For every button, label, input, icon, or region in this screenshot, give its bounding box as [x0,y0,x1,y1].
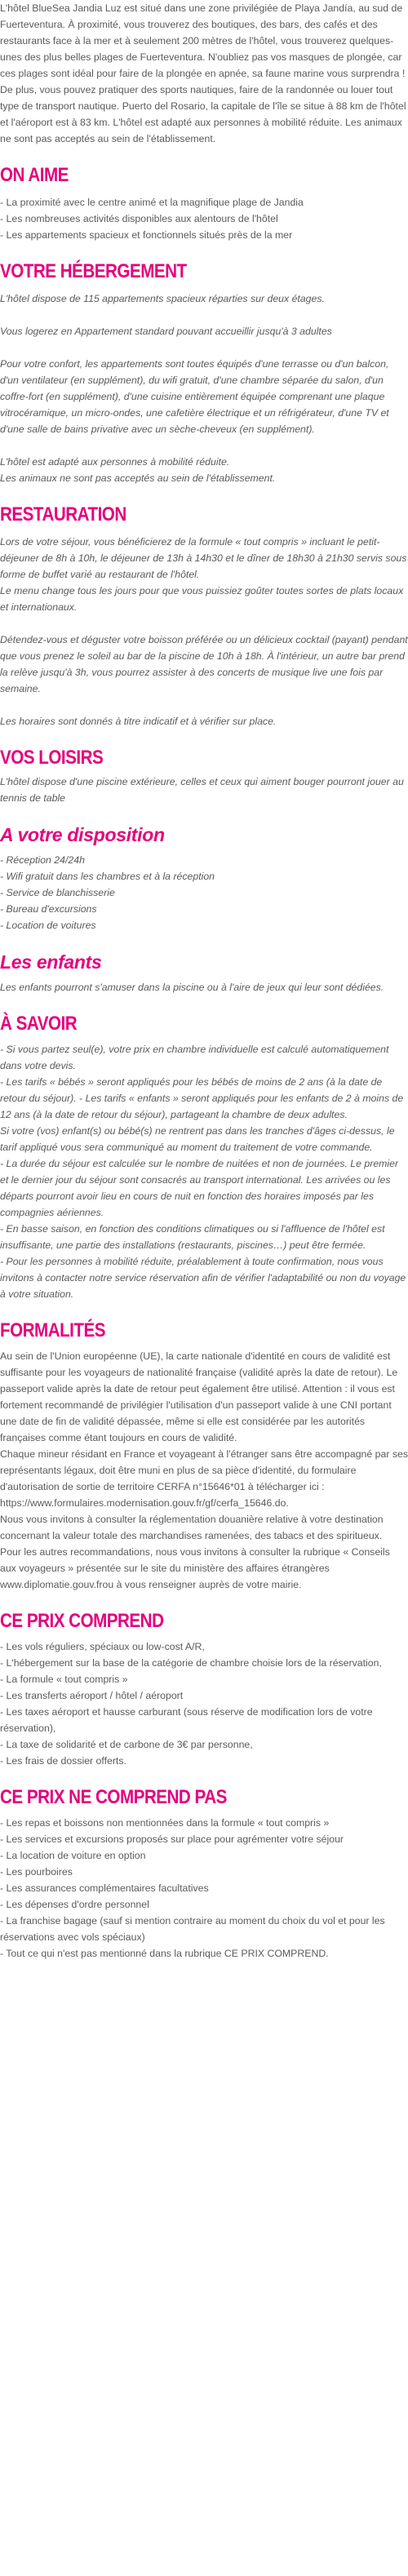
list-item: - Les transferts aéroport / hôtel / aéroport [0,1690,184,1701]
list-item: - Les assurances complémentaires facultatives [0,1882,209,1894]
list-item: - Location de voitures [0,920,96,931]
list-item: - Wifi gratuit dans les chambres et à la réception [0,871,215,882]
list-item: - Service de blanchisserie [0,887,115,898]
list-item: - Les taxes aéroport et hausse carburant (sous réserve de modification lors de votre réservation), [0,1706,373,1734]
list-item: - Les services et excursions proposés sur place pour agrémenter votre séjour [0,1833,344,1845]
list-item: - La taxe de solidarité et de carbone de 3€ par personne, [0,1739,253,1750]
list-item: - Réception 24/24h [0,854,85,866]
hebergement-accessibility: L'hôtel est adapté aux personnes à mobilité réduite. [0,456,230,468]
section-title-on-aime: ON AIME [0,164,69,186]
restauration-note: Les horaires sont donnés à titre indicatif et à vérifier sur place. [0,716,277,727]
section-title-restauration: RESTAURATION [0,503,126,525]
list-item: - Bureau d'excursions [0,903,97,915]
formalites-cni: Au sein de l'Union européenne (UE), la carte nationale d'identité en cours de validité est suffisante pour les voyageurs de nationalité française (validité après la date de retour). Le passeport valide après la date de retour peut également être utilisé. Attention : il vous est fortement recommandé de privilégier l'utilisation d'un passeport valide à une CNI portant une date de fin de validité dépassée, même si elle est considérée par les autorités françaises comme étant toujours en cours de validité. [0,1350,398,1443]
section-title-savoir: À SAVOIR [0,1013,78,1035]
hebergement-equipment: Pour votre confort, les appartements sont toutes équipés d'une terrasse ou d'un balcon, d'un ventilateur (en supplément), du wifi gratuit, d'une chambre séparée du salon, d'un coffre-fort (en supplément), d'une cuisine entièrement équipée comprenant une plaque vitrocéramique, un micro-ondes, une cafetière électrique et un réfrigérateur, d'une TV et d'une salle de bains privative avec un sèche-cheveux (en supplément). [0,358,389,435]
formalites-conseils: Pour les autres recommandations, nous vous invitons à consulter la rubrique « Conseils aux voyageurs » présentée sur le site du ministère des affaires étrangères www.diplomatie.gouv.frou à vous renseigner auprès de votre mairie. [0,1546,390,1590]
list-item: - L'hébergement sur la base de la catégorie de chambre choisie lors de la réservation, [0,1657,382,1669]
section-title-loisirs: VOS LOISIRS [0,747,104,769]
enfants-text: Les enfants pourront s'amuser dans la piscine ou à l'aire de jeux qui leur sont dédiées. [0,982,384,993]
ne-comprend-list [0,1815,408,1962]
loisirs-text: L'hôtel dispose d'une piscine extérieure, celles et ceux qui aiment bouger pourront jouer au tennis de table [0,776,404,804]
section-title-enfants: Les enfants [0,951,102,973]
hebergement-room-type: Vous logerez en Appartement standard pouvant accueillir jusqu'à 3 adultes [0,326,332,337]
savoir-tarifs: - Les tarifs « bébés » seront appliqués pour les bébés de moins de 2 ans (à la date de retour du séjour). - Les tarifs « enfants » seront appliqués pour les enfants de 2 à moins de 12 ans (à la date de retour du séjour), partageant la chambre de deux adultes. [0,1076,404,1120]
list-item: - Les pourboires [0,1866,73,1878]
list-item: - La franchise bagage (sauf si mention contraire au moment du choix du vol et pour les réservations avec vols spéciaux) [0,1915,385,1943]
formalites-cerfa-link[interactable]: https://www.formulaires.modernisation.gouv.fr/gf/cerfa_15646.do. [0,1497,289,1509]
restauration-menu: Le menu change tous les jours pour que vous puissiez goûter toutes sortes de plats locaux et internationaux. [0,585,404,613]
on-aime-list [0,194,408,243]
intro-paragraph: L'hôtel BlueSea Jandia Luz est situé dans une zone privilégiée de Playa Jandía, au sud de Fuerteventura. À proximité, vous trouverez des boutiques, des bars, des cafés et des restaurants face à la mer et à seulement 200 mètres de l'hôtel, vous trouverez quelques-unes des plus belles plages de Fuerteventura. N'oubliez pas vos masques de plongée, car ces plages sont idéal pour faire de la plongée en apnée, sa faune marine vous surprendra ! De plus, vous pouvez pratiquer des sports nautiques, faire de la randonnée ou louer tout type de transport nautique. Puerto del Rosario, la capitale de l'île se situe à 88 km de l'hôtel et l'aéroport est à 83 km. L'hôtel est adapté aux personnes à mobilité réduite. Les animaux ne sont pas acceptés au sein de l'établissement. [0,2,406,144]
list-item: - Les frais de dossier offerts. [0,1755,126,1767]
list-item: - La location de voiture en option [0,1850,146,1861]
section-title-hebergement: VOTRE HÉBERGEMENT [0,260,187,282]
spacer [0,147,408,163]
savoir-basse-saison: - En basse saison, en fonction des conditions climatiques ou si l'affluence de l'hôtel est insuffisante, une partie des installations (restaurants, piscines…) peut être fermée. [0,1223,385,1251]
list-item: - Les vols réguliers, spéciaux ou low-cost A/R, [0,1641,205,1652]
hebergement-animals: Les animaux ne sont pas acceptés au sein de l'établissement. [0,472,276,484]
disposition-list [0,852,408,933]
comprend-list [0,1638,408,1769]
hebergement-intro: L'hôtel dispose de 115 appartements spacieux réparties sur deux étages. [0,293,325,304]
list-item: - Les dépenses d'ordre personnel [0,1899,149,1910]
section-title-ne-comprend: CE PRIX NE COMPREND PAS [0,1786,227,1808]
formalites-mineurs: Chaque mineur résidant en France et voyageant à l'étranger sans être accompagné par ses représentants légaux, doit être muni en plus de sa pièce d'identité, du formulaire d'autorisation de sortie de territoire CERFA n°15646*01 à télécharger ici : [0,1448,408,1492]
savoir-ages: Si votre (vos) enfant(s) ou bébé(s) ne rentrent pas dans les tranches d'âges ci-dessus, le tarif appliqué vous sera communiqué au moment du traitement de votre commande. [0,1125,395,1153]
list-item: - Les appartements spacieux et fonctionnels situés près de la mer [0,229,293,241]
savoir-single: - Si vous partez seul(e), votre prix en chambre individuelle est calculé automatiquement dans votre devis. [0,1044,389,1071]
formalites-douane: Nous vous invitons à consulter la réglementation douanière relative à votre destination concernant la valeur totale des marchandises ramenées, des tabacs et des spiritueux. [0,1514,384,1541]
list-item: - La proximité avec le centre animé et la magnifique plage de Jandia [0,197,304,208]
list-item: - Tout ce qui n'est pas mentionné dans la rubrique CE PRIX COMPREND. [0,1948,329,1959]
list-item: - Les nombreuses activités disponibles aux alentours de l'hôtel [0,213,278,224]
section-title-comprend: CE PRIX COMPREND [0,1610,164,1632]
savoir-mobilite: - Pour les personnes à mobilité réduite, préalablement à toute confirmation, nous vous invitons à contacter notre service réservation afin de vérifier l'adaptabilité ou non du voyage à votre situation. [0,1256,406,1300]
list-item: - Les repas et boissons non mentionnées dans la formule « tout compris » [0,1817,330,1829]
section-title-formalites: FORMALITÉS [0,1319,105,1341]
list-item: - La formule « tout compris » [0,1674,128,1685]
restauration-formula: Lors de votre séjour, vous bénéficierez de la formule « tout compris » incluant le petit-déjeuner de 8h à 10h, le déjeuner de 13h à 14h30 et le dîner de 18h30 à 21h30 servis sous forme de buffet varié au restaurant de l'hôtel. [0,536,407,580]
restauration-bars: Détendez-vous et déguster votre boisson préférée ou un délicieux cocktail (payant) pendant que vous prenez le soleil au bar de la piscine de 10h à 18h. À l'intérieur, un autre bar prend la relève jusqu'à 3h, vous pourrez assister à des concerts de musique live une fois par semaine. [0,634,408,694]
section-title-disposition: A votre disposition [0,824,165,845]
savoir-duree: - La durée du séjour est calculée sur le nombre de nuitées et non de journées. Le premier et le dernier jour du séjour sont consacrés au transport international. Les arrivées ou les départs pourront avoir lieu en cours de nuit en fonction des horaires imposés par les compagnies aériennes. [0,1158,399,1218]
